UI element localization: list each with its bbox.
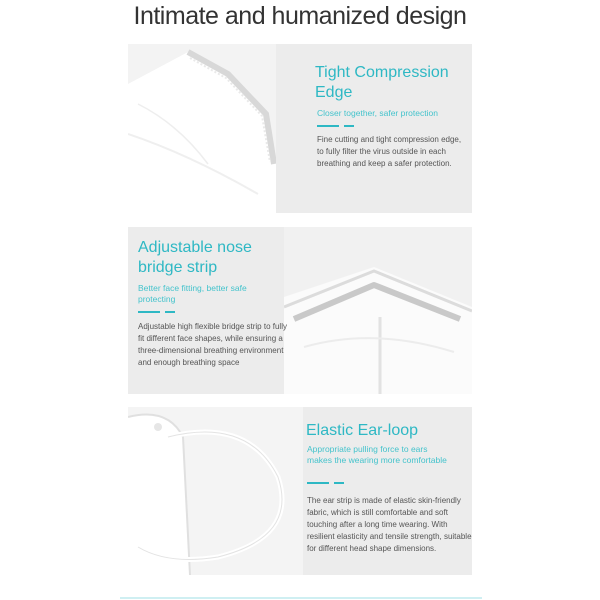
footer-divider — [120, 597, 482, 599]
feature-body: The ear strip is made of elastic skin-friendly fabric, which is still comfortable and soft touching after a long time wearing. With resilient elasticity and tensile strength, suitable for different head shape dimensions. — [307, 496, 472, 553]
feature-subheading: Better face fitting, better safe protecting — [138, 283, 247, 304]
feature-body: Adjustable high flexible bridge strip to fully fit different face shapes, while ensuring a three-dimensional breathing environment and enough breathing space — [138, 322, 287, 367]
mask-nose-bridge-photo — [284, 227, 472, 394]
feature-subheading: Closer together, safer protection — [317, 108, 438, 118]
feature-heading: Adjustable nose bridge strip — [138, 239, 252, 276]
accent-dash — [317, 125, 354, 127]
accent-dash — [307, 482, 344, 484]
mask-edge-photo — [128, 44, 276, 213]
feature-subheading: Appropriate pulling force to ears makes the wearing more comfortable — [307, 444, 447, 465]
feature-panel-nose-bridge — [128, 227, 472, 394]
feature-heading: Tight Compression Edge — [315, 64, 449, 101]
mask-ear-loop-photo — [128, 407, 303, 575]
feature-body: Fine cutting and tight compression edge, to fully filter the virus outside in each breathing and keep a safer protection. — [317, 135, 462, 168]
feature-panel-compression-edge — [128, 44, 472, 213]
feature-heading: Elastic Ear-loop — [306, 422, 419, 439]
feature-panel-ear-loop — [128, 407, 472, 575]
page-title: Intimate and humanized design — [133, 2, 467, 30]
accent-dash — [138, 311, 175, 313]
